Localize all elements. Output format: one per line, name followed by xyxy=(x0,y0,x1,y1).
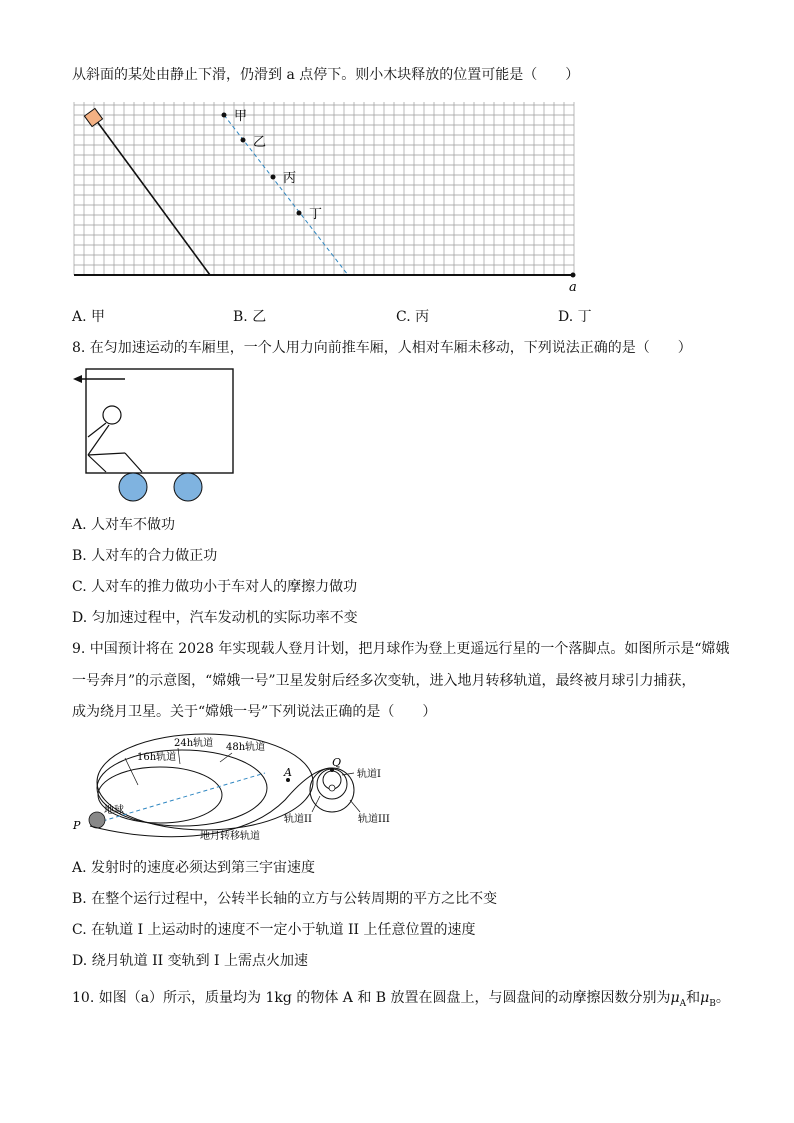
person-leg xyxy=(125,453,142,472)
orbit-ii xyxy=(317,769,347,799)
q7-option-c[interactable]: C. 丙 xyxy=(396,309,430,325)
q9-stem-line-3: 成为绕月卫星。关于“嫦娥一号”下列说法正确的是（ ） xyxy=(72,704,437,720)
point-ding xyxy=(297,211,302,216)
person-thigh xyxy=(88,453,125,455)
incline-line xyxy=(96,120,210,275)
label-earth: 地球 xyxy=(104,805,124,816)
label-24h: 24h轨道 xyxy=(174,738,214,749)
point-yi xyxy=(241,138,246,143)
label-jia: 甲 xyxy=(234,109,248,124)
label-orbit-1: 轨道I xyxy=(357,769,381,780)
q9-stem-line-2: 一号奔月”的示意图，“嫦娥一号”卫星发射后经多次变轨，进入地月转移轨道，最终被月球引力捕获， xyxy=(72,673,696,689)
q7-option-d[interactable]: D. 丁 xyxy=(558,309,592,325)
q9-option-b[interactable]: B. 在整个运行过程中，公转半长轴的立方与公转周期的平方之比不变 xyxy=(72,891,498,907)
leader-orbit-3 xyxy=(350,800,360,812)
point-a xyxy=(571,273,576,278)
transfer-orbit xyxy=(90,768,332,837)
q10-stem xyxy=(72,989,730,1013)
mu-b-symbol: μ xyxy=(700,990,710,1006)
label-a: A xyxy=(284,766,292,779)
label-q: Q xyxy=(332,756,342,769)
q8-option-b[interactable]: B. 人对车的合力做正功 xyxy=(72,548,218,564)
q9-option-d[interactable]: D. 绕月轨道 II 变轨到 I 上需点火加速 xyxy=(72,953,309,969)
and-text: 和 xyxy=(686,990,701,1006)
q10-stem-main: 10. 如图（a）所示，质量均为 1kg 的物体 A 和 B 放置在圆盘上，与圆盘间的动摩擦因数分别为 xyxy=(72,990,671,1006)
q9-option-a[interactable]: A. 发射时的速度必须达到第三宇宙速度 xyxy=(72,860,316,876)
person-leg-back xyxy=(88,455,106,472)
earth-icon xyxy=(89,812,105,828)
q9-option-c[interactable]: C. 在轨道 I 上运动时的速度不一定小于轨道 II 上任意位置的速度 xyxy=(72,922,476,938)
wooden-block xyxy=(84,108,102,126)
label-16h: 16h轨道 xyxy=(137,752,177,763)
person-arm xyxy=(88,423,106,437)
wheel-left xyxy=(119,473,147,501)
mu-a-subscript: A xyxy=(679,998,687,1009)
q8-option-a[interactable]: A. 人对车不做功 xyxy=(72,517,176,533)
label-p: P xyxy=(73,819,81,832)
mu-a-symbol: μ xyxy=(670,990,680,1006)
q9-figure xyxy=(70,730,410,845)
q8-stem: 8. 在匀加速运动的车厢里，一个人用力向前推车厢，人相对车厢未移动，下列说法正确的是（ ） xyxy=(72,340,692,356)
arrow-head-icon xyxy=(73,375,82,383)
person-head xyxy=(103,406,121,424)
q7-option-a[interactable]: A. 甲 xyxy=(72,309,106,325)
q7-stem: 从斜面的某处由静止下滑，仍滑到 a 点停下。则小木块释放的位置可能是（ ） xyxy=(72,67,580,83)
mu-b-subscript: B xyxy=(709,998,716,1009)
label-ding: 丁 xyxy=(309,207,323,222)
label-orbit-3: 轨道III xyxy=(358,814,390,825)
end-punct: 。 xyxy=(715,990,730,1006)
leader-orbit-2 xyxy=(312,796,320,812)
point-bing xyxy=(271,175,276,180)
label-bing: 丙 xyxy=(283,171,297,186)
moon-icon xyxy=(329,785,335,791)
point-jia xyxy=(222,113,227,118)
grid xyxy=(74,102,574,275)
label-48h: 48h轨道 xyxy=(226,742,266,753)
label-transfer: 地月转移轨道 xyxy=(200,831,260,842)
q8-option-d[interactable]: D. 匀加速过程中，汽车发动机的实际功率不变 xyxy=(72,610,358,626)
label-orbit-2: 轨道II xyxy=(284,814,312,825)
q8-option-c[interactable]: C. 人对车的推力做功小于车对人的摩擦力做功 xyxy=(72,579,358,595)
q7-option-b[interactable]: B. 乙 xyxy=(233,309,267,325)
q8-figure xyxy=(70,365,240,505)
q7-figure xyxy=(66,98,586,298)
q9-stem-line-1: 9. 中国预计将在 2028 年实现载人登月计划，把月球作为登上更遥远行星的一个落脚点。如图所示是“嫦娥 xyxy=(72,641,730,657)
label-a: a xyxy=(569,280,577,295)
wheel-right xyxy=(174,473,202,501)
label-yi: 乙 xyxy=(253,135,267,150)
